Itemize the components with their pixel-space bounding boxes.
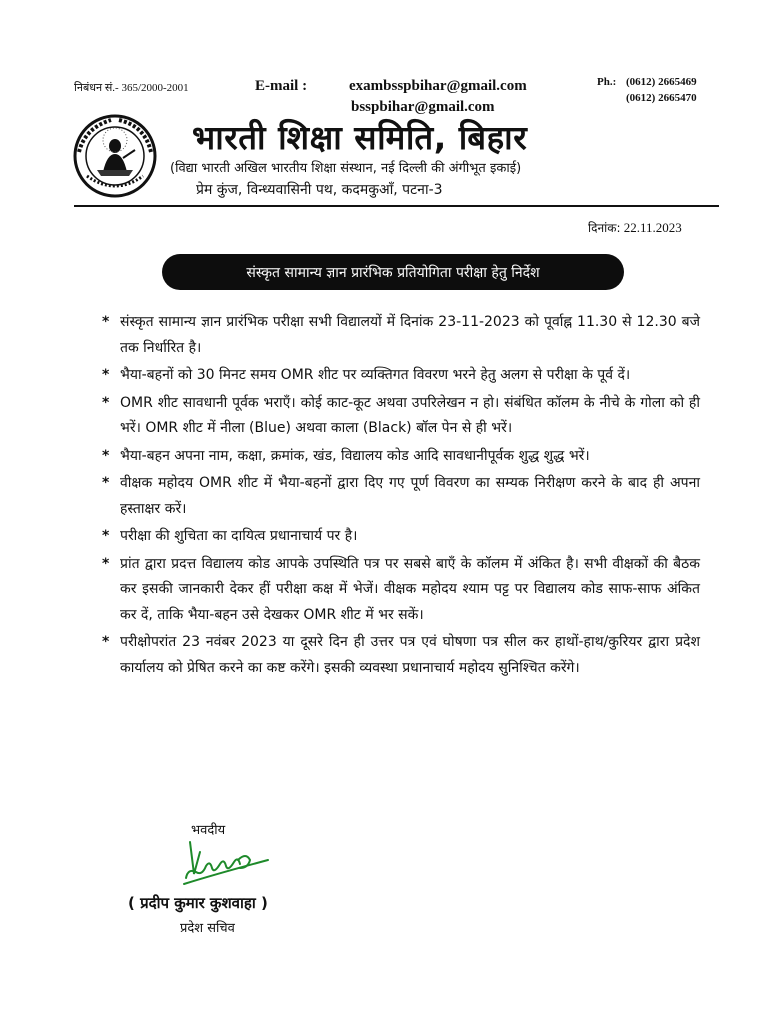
signer-name: ( प्रदीप कुमार कुशवाहा ) bbox=[128, 894, 268, 912]
bullet-star-icon: * bbox=[102, 555, 110, 572]
bullet-star-icon: * bbox=[102, 314, 110, 330]
subject-banner: संस्कृत सामान्य ज्ञान प्रारंभिक प्रतियोगिता परीक्षा हेतु निर्देश bbox=[162, 254, 624, 290]
email-primary[interactable]: exambsspbihar@gmail.com bbox=[349, 78, 527, 94]
instruction-text: संस्कृत सामान्य ज्ञान प्रारंभिक परीक्षा सभी विद्यालयों में दिनांक 23-11-2023 को पूर्वाह्न 11.30 से 12.30 बजे तक निर्धारित है। bbox=[120, 314, 700, 356]
bullet-star-icon: * bbox=[102, 528, 110, 544]
header-divider bbox=[74, 205, 719, 207]
instruction-text: प्रांत द्वारा प्रदत्त विद्यालय कोड आपके उपस्थिति पत्र पर सबसे बाएँ के कॉलम में अंकित है। सभी वीक्षकों की बैठक कर इसकी जानकारी देकर हीं परीक्षा कक्ष में भेजें। वीक्षक महोदय श्याम पट्ट पर विद्यालय कोड साफ-साफ अंकित कर दें, ताकि भैया-बहन उसे देखकर OMR शीट में भर सकें। bbox=[120, 555, 700, 623]
organization-affiliation: (विद्या भारती अखिल भारतीय शिक्षा संस्थान, नई दिल्ली की अंगीभूत इकाई) bbox=[170, 161, 522, 176]
email-label: E-mail : bbox=[255, 78, 308, 94]
handwritten-signature bbox=[176, 838, 276, 894]
society-emblem-icon bbox=[73, 114, 157, 198]
phone-number-1: (0612) 2665469 bbox=[626, 76, 697, 88]
registration-number: निबंधन सं.- 365/2000-2001 bbox=[74, 82, 189, 94]
instruction-text: भैया-बहन अपना नाम, कक्षा, क्रमांक, खंड, विद्यालय कोड आदि सावधानीपूर्वक शुद्ध शुद्ध भरें। bbox=[120, 447, 590, 464]
instruction-list bbox=[80, 310, 700, 683]
closing-salutation: भवदीय bbox=[191, 823, 226, 838]
instruction-text: भैया-बहनों को 30 मिनट समय OMR शीट पर व्यक्तिगत विवरण भरने हेतु अलग से परीक्षा के पूर्व दें। bbox=[120, 367, 631, 383]
bullet-star-icon: * bbox=[102, 367, 110, 383]
instruction-item bbox=[80, 310, 700, 361]
bullet-star-icon: * bbox=[102, 447, 110, 464]
organization-name: भारती शिक्षा समिति, बिहार bbox=[192, 118, 528, 157]
instruction-item bbox=[80, 471, 700, 522]
instruction-item bbox=[80, 391, 700, 442]
bullet-star-icon: * bbox=[102, 634, 110, 650]
instruction-item bbox=[80, 552, 700, 629]
instruction-text: OMR शीट सावधानी पूर्वक भराएँ। कोई काट-कूट अथवा उपरिलेखन न हो। संबंधित कॉलम के नीचे के गोला को ही भरें। OMR शीट में नीला (Blue) अथवा काला (Black) बॉल पेन से ही भरें। bbox=[120, 394, 700, 436]
signer-designation: प्रदेश सचिव bbox=[180, 921, 235, 936]
organization-address: प्रेम कुंज, विन्ध्यवासिनी पथ, कदमकुआँ, पटना-3 bbox=[196, 182, 443, 198]
bullet-star-icon: * bbox=[102, 394, 110, 411]
letter-date bbox=[588, 219, 682, 236]
instruction-text: परीक्षा की शुचिता का दायित्व प्रधानाचार्य पर है। bbox=[120, 528, 358, 544]
date-label: दिनांक: bbox=[588, 221, 621, 235]
instruction-text: परीक्षोपरांत 23 नवंबर 2023 या दूसरे दिन ही उत्तर पत्र एवं घोषणा पत्र सील कर हाथों-हाथ/कुरियर द्वारा प्रदेश कार्यालय को प्रेषित करने का कष्ट करेंगे। इसकी व्यवस्था प्रधानाचार्य महोदय सुनिश्चित करेंगे। bbox=[120, 634, 700, 676]
date-value: 22.11.2023 bbox=[623, 220, 682, 235]
instruction-item bbox=[80, 630, 700, 681]
instruction-item bbox=[80, 444, 700, 470]
instruction-item bbox=[80, 363, 700, 389]
phone-label: Ph.: bbox=[597, 76, 617, 88]
instruction-item bbox=[80, 524, 700, 550]
instruction-text: वीक्षक महोदय OMR शीट में भैया-बहनों द्वारा दिए गए पूर्ण विवरण का सम्यक निरीक्षण करने के बाद ही अपना हस्ताक्षर करें। bbox=[120, 475, 700, 517]
bullet-star-icon: * bbox=[102, 475, 110, 491]
phone-number-2: (0612) 2665470 bbox=[626, 92, 697, 104]
email-secondary[interactable]: bsspbihar@gmail.com bbox=[351, 99, 495, 115]
